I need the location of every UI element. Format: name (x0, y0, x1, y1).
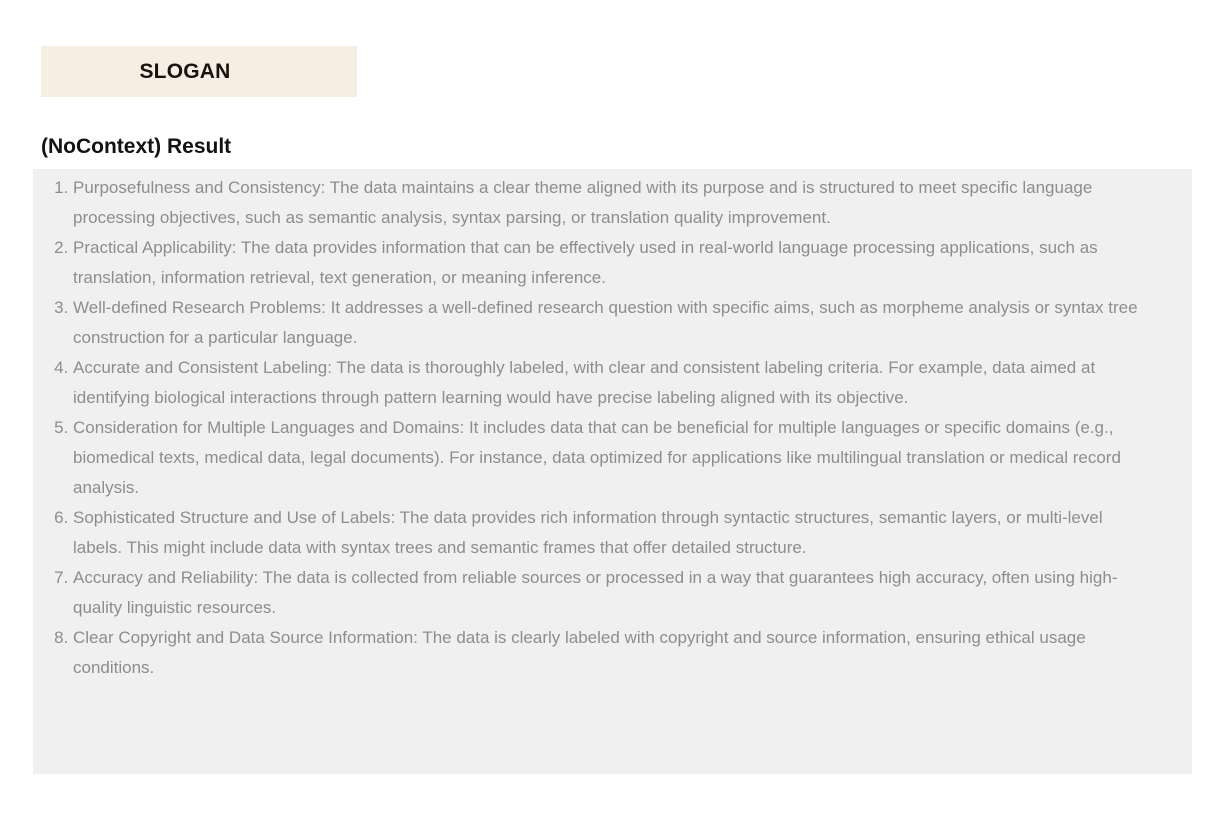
slogan-badge-label: SLOGAN (139, 59, 231, 83)
result-list-item: 4. Accurate and Consistent Labeling: The data is thoroughly labeled, with clear and consistent labeling criteria. For example, data aimed at identifying biological interactions through pattern learning would have precise labeling aligned with its objective. (73, 353, 1144, 413)
result-list-item: 5. Consideration for Multiple Languages and Domains: It includes data that can be beneficial for multiple languages or specific domains (e.g., biomedical texts, medical data, legal documents). For instance, data optimized for applications like multilingual translation or medical record analysis. (73, 413, 1144, 503)
result-box (33, 169, 1192, 774)
result-list-item: 6. Sophisticated Structure and Use of Labels: The data provides rich information through syntactic structures, semantic layers, or multi-level labels. This might include data with syntax trees and semantic frames that offer detailed structure. (73, 503, 1144, 563)
result-list-item: 2. Practical Applicability: The data provides information that can be effectively used in real-world language processing applications, such as translation, information retrieval, text generation, or meaning inference. (73, 233, 1144, 293)
slogan-badge (41, 46, 357, 97)
result-list-item: 7. Accuracy and Reliability: The data is collected from reliable sources or processed in a way that guarantees high accuracy, often using high-quality linguistic resources. (73, 563, 1144, 623)
result-list (33, 173, 1192, 683)
result-list-item: 8. Clear Copyright and Data Source Information: The data is clearly labeled with copyright and source information, ensuring ethical usage conditions. (73, 623, 1144, 683)
result-list-item: 1. Purposefulness and Consistency: The data maintains a clear theme aligned with its purpose and is structured to meet specific language processing objectives, such as semantic analysis, syntax parsing, or translation quality improvement. (73, 173, 1144, 233)
result-list-item: 3. Well-defined Research Problems: It addresses a well-defined research question with specific aims, such as morpheme analysis or syntax tree construction for a particular language. (73, 293, 1144, 353)
section-heading: (NoContext) Result (41, 135, 232, 158)
